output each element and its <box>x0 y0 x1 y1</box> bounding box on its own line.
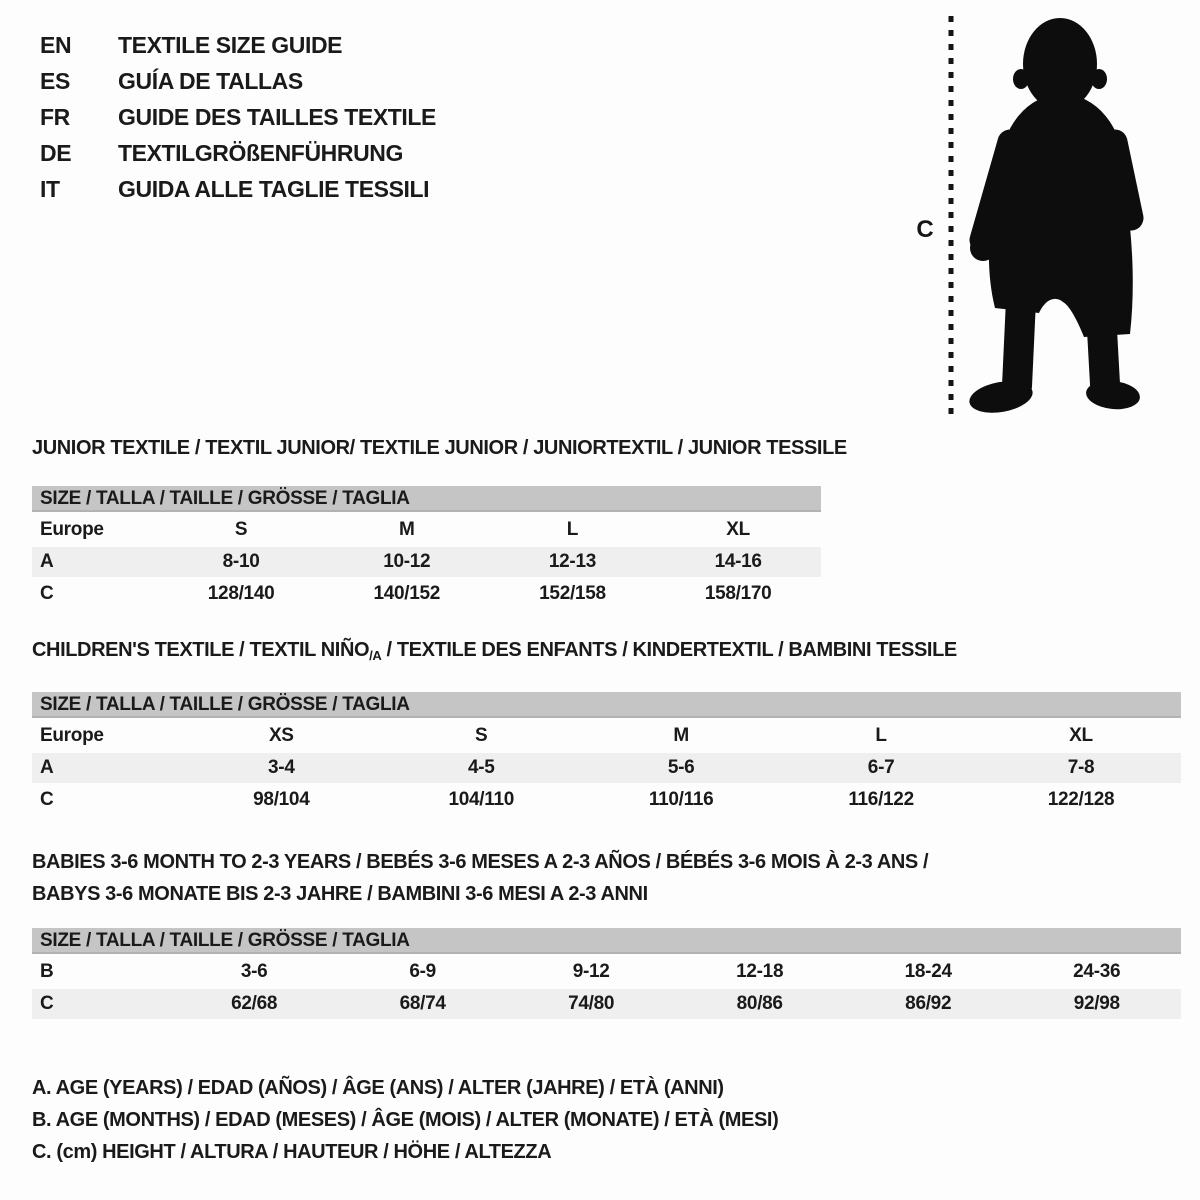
size-cell: L <box>566 519 579 540</box>
months-cell: 24-36 <box>1073 961 1121 982</box>
figure-height-label: C <box>916 216 934 243</box>
babies-title-line2: BABYS 3-6 MONATE BIS 2-3 JAHRE / BAMBINI 3-6 MESI A 2-3 ANNI <box>32 883 648 905</box>
children-size-table <box>32 692 1181 817</box>
height-cell: 152/158 <box>539 583 606 604</box>
size-cell: XL <box>1069 725 1093 746</box>
children-title-subscript: /A <box>369 648 382 663</box>
language-row <box>40 63 436 99</box>
height-cell: 62/68 <box>231 993 278 1014</box>
children-title-suffix: / TEXTILE DES ENFANTS / KINDERTEXTIL / BAMBINI TESSILE <box>381 639 957 661</box>
months-cell: 12-18 <box>736 961 784 982</box>
height-cell: 128/140 <box>207 583 275 604</box>
row-label: C <box>40 789 54 810</box>
height-cell: 104/110 <box>448 789 515 810</box>
height-cell: 68/74 <box>399 993 446 1014</box>
months-cell: 18-24 <box>904 961 952 982</box>
toddler-silhouette-icon <box>890 0 1200 430</box>
months-cell: 9-12 <box>572 961 610 982</box>
row-label: Europe <box>40 519 104 540</box>
babies-section-title <box>32 846 928 910</box>
language-title: GUÍA DE TALLAS <box>118 68 303 94</box>
table-row-height <box>32 579 821 609</box>
age-cell: 3-4 <box>268 757 295 778</box>
language-row <box>40 171 436 207</box>
language-code: EN <box>40 32 72 58</box>
age-cell: 5-6 <box>667 757 695 778</box>
age-cell: 7-8 <box>1067 757 1095 778</box>
babies-title-line1: BABIES 3-6 MONTH TO 2-3 YEARS / BEBÉS 3-6 MESES A 2-3 AÑOS / BÉBÉS 3-6 MOIS À 2-3 ANS / <box>32 851 929 873</box>
language-title: TEXTILGRÖßENFÜHRUNG <box>118 140 403 166</box>
language-row <box>40 99 436 135</box>
age-cell: 4-5 <box>467 757 495 778</box>
table-row-europe <box>32 515 821 545</box>
age-cell: 10-12 <box>383 551 431 572</box>
children-title-prefix: CHILDREN'S TEXTILE / TEXTIL NIÑO <box>32 639 370 661</box>
language-title: GUIDE DES TAILLES TEXTILE <box>118 104 436 130</box>
language-row <box>40 27 436 63</box>
height-cell: 122/128 <box>1047 789 1115 810</box>
table-row-height <box>32 989 1181 1019</box>
size-cell: L <box>875 725 887 746</box>
row-label: A <box>40 551 54 572</box>
size-cell: M <box>399 519 415 540</box>
language-row <box>40 135 436 171</box>
legend <box>32 1072 778 1168</box>
size-header-bar: SIZE / TALLA / TAILLE / GRÖSSE / TAGLIA <box>32 928 1181 954</box>
height-cell: 116/122 <box>848 789 914 810</box>
language-code: DE <box>40 140 72 166</box>
babies-size-table <box>32 928 1181 1021</box>
language-code: ES <box>40 68 70 94</box>
language-code: IT <box>40 176 60 202</box>
language-code: FR <box>40 104 70 130</box>
size-header-bar: SIZE / TALLA / TAILLE / GRÖSSE / TAGLIA <box>32 692 1181 718</box>
height-cell: 140/152 <box>373 583 441 604</box>
row-label: C <box>40 583 54 604</box>
row-label: C <box>40 993 54 1014</box>
children-section-title <box>32 637 957 669</box>
language-title: GUIDA ALLE TAGLIE TESSILI <box>118 176 430 202</box>
height-cell: 74/80 <box>568 993 615 1014</box>
size-cell: XL <box>726 519 750 540</box>
size-cell: XS <box>268 725 294 746</box>
row-label: Europe <box>40 725 104 746</box>
size-cell: M <box>673 725 689 746</box>
footnote-age-years: A. AGE (YEARS) / EDAD (AÑOS) / ÂGE (ANS) / ALTER (JAHRE) / ETÀ (ANNI) <box>32 1077 724 1099</box>
language-title: TEXTILE SIZE GUIDE <box>118 32 343 58</box>
table-row-months <box>32 957 1181 987</box>
months-cell: 3-6 <box>240 961 268 982</box>
size-cell: S <box>234 519 248 540</box>
size-cell: S <box>475 725 488 746</box>
footnote-age-months: B. AGE (MONTHS) / EDAD (MESES) / ÂGE (MOIS) / ALTER (MONATE) / ETÀ (MESI) <box>32 1109 779 1131</box>
height-cell: 98/104 <box>253 789 310 810</box>
age-cell: 8-10 <box>222 551 260 572</box>
height-cell: 80/86 <box>736 993 783 1014</box>
size-header-bar: SIZE / TALLA / TAILLE / GRÖSSE / TAGLIA <box>32 486 821 512</box>
toddler-body <box>967 18 1141 417</box>
height-cell: 92/98 <box>1073 993 1120 1014</box>
row-label: A <box>40 757 54 778</box>
row-label: B <box>40 961 54 982</box>
table-row-age <box>32 547 821 577</box>
junior-section-title: JUNIOR TEXTILE / TEXTIL JUNIOR/ TEXTILE JUNIOR / JUNIORTEXTIL / JUNIOR TESSILE <box>32 437 847 459</box>
age-cell: 14-16 <box>714 551 762 572</box>
months-cell: 6-9 <box>409 961 436 982</box>
age-cell: 6-7 <box>867 757 895 778</box>
language-header <box>40 27 436 207</box>
junior-size-table <box>32 486 821 611</box>
height-cell: 158/170 <box>704 583 772 604</box>
table-row-europe <box>32 721 1181 751</box>
height-cell: 110/116 <box>648 789 714 810</box>
footnote-height: C. (cm) HEIGHT / ALTURA / HAUTEUR / HÖHE / ALTEZZA <box>32 1141 552 1163</box>
height-cell: 86/92 <box>905 993 952 1014</box>
table-row-age <box>32 753 1181 783</box>
table-row-height <box>32 785 1181 815</box>
age-cell: 12-13 <box>548 551 596 572</box>
figure-area <box>890 0 1200 430</box>
